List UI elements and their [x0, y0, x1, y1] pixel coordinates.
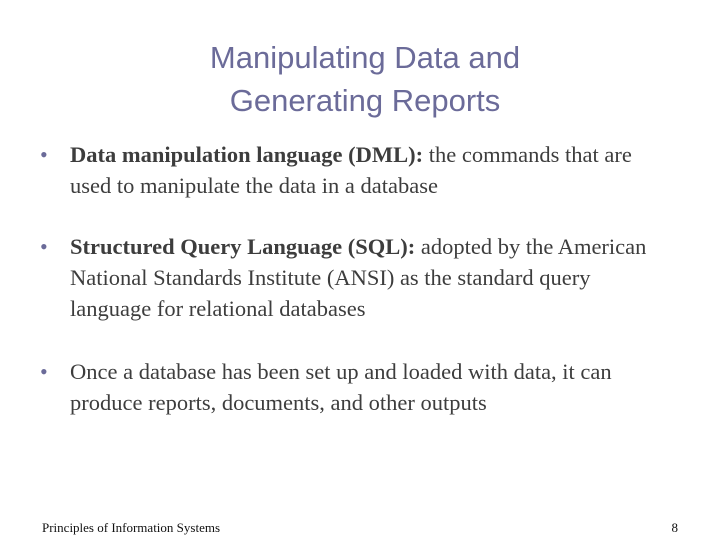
page-number: 8	[671, 520, 678, 535]
bullet-item-sql	[40, 231, 670, 324]
bullet-text	[40, 231, 670, 324]
bullet-description: the commands that are used to manipulate the data in a database	[70, 142, 632, 198]
footer-title: Principles of Information Systems	[42, 520, 221, 535]
bullet-icon: •	[40, 142, 48, 167]
bullet-item-reports	[40, 356, 670, 418]
bullet-text	[40, 139, 670, 201]
slide-title-line-2: Generating Reports	[229, 83, 501, 118]
bullet-term: Structured Query Language (SQL):	[70, 234, 416, 259]
slide-title-line-1: Manipulating Data and	[209, 40, 521, 75]
bullet-item-dml	[40, 139, 670, 201]
bullet-text: Once a database has been set up and loaded with data, it can produce reports, documents, and other outputs	[70, 359, 612, 415]
bullet-icon: •	[40, 234, 48, 259]
bullet-term: Data manipulation language (DML):	[70, 142, 424, 167]
bullet-description: adopted by the American National Standards Institute (ANSI) as the standard query language for relational databases	[70, 234, 647, 321]
bullet-icon: •	[40, 359, 48, 384]
